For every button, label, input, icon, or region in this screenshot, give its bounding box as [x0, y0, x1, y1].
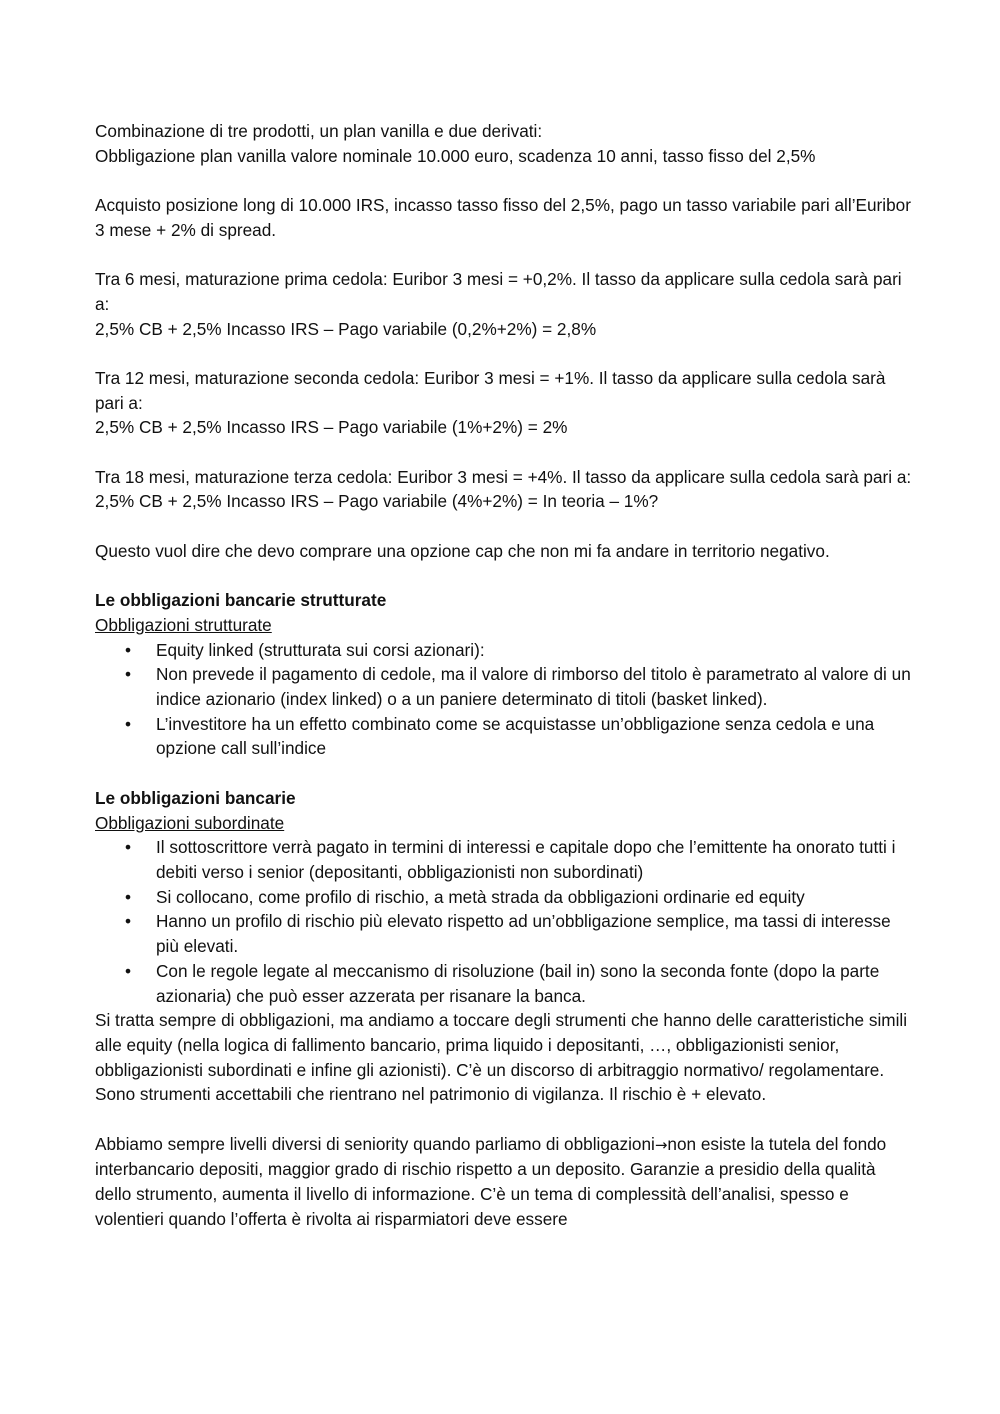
irs-paragraph: Acquisto posizione long di 10.000 IRS, incasso tasso fisso del 2,5%, pago un tasso variabile pari all’Euribor 3 mese + 2% di spread. — [95, 195, 911, 240]
bullet-icon: • — [125, 911, 132, 932]
scenario-3-text: Tra 18 mesi, maturazione terza cedola: Euribor 3 mesi = +4%. Il tasso da applicare sulla cedola sarà pari a: — [95, 466, 912, 487]
bullet-text: Il sottoscrittore verrà pagato in termini di interessi e capitale dopo che l’emittente ha onorato tutti i debiti verso i senior (depositanti, obbligazionisti non subordinati) — [156, 837, 896, 882]
section-2-bullet-list — [95, 835, 915, 1008]
bullet-text: L’investitore ha un effetto combinato come se acquistasse un’obbligazione senza cedola e una opzione call sull’indice — [156, 713, 875, 759]
scenario-2-text: Tra 12 mesi, maturazione seconda cedola: Euribor 3 mesi = +1%. Il tasso da applicare sulla cedola sarà pari a: — [95, 367, 886, 413]
bullet-icon: • — [125, 713, 132, 734]
bullet-item — [95, 712, 915, 761]
scenario-2-formula: 2,5% CB + 2,5% Incasso IRS – Pago variabile (1%+2%) = 2% — [95, 417, 568, 438]
bullet-item — [95, 662, 915, 711]
bullet-text: Non prevede il pagamento di cedole, ma il valore di rimborso del titolo è parametrato al valore di un indice azionario (index linked) o a un paniere determinato di titoli (basket linked). — [156, 664, 911, 710]
bullet-text: Hanno un profilo di rischio più elevato rispetto ad un’obbligazione semplice, ma tassi di interesse più elevati. — [156, 911, 891, 957]
section-1-subheading: Obbligazioni strutturate — [95, 614, 272, 635]
closing-paragraph — [95, 1132, 915, 1232]
bullet-text: Equity linked (strutturata sui corsi azionari): — [156, 639, 485, 660]
section-2-subheading: Obbligazioni subordinate — [95, 812, 285, 833]
bullet-item — [95, 835, 915, 884]
closing-text-start: Abbiamo sempre livelli diversi di seniority quando parliamo di obbligazioni — [95, 1133, 655, 1154]
bullet-item — [95, 638, 915, 663]
cap-note: Questo vuol dire che devo comprare una opzione cap che non mi fa andare in territorio negativo. — [95, 540, 830, 561]
section-1-heading: Le obbligazioni bancarie strutturate — [95, 590, 387, 611]
bullet-text: Con le regole legate al meccanismo di risoluzione (bail in) sono la seconda fonte (dopo la parte azionaria) che può esser azzerata per risanare la banca. — [156, 960, 880, 1006]
intro-line-1: Combinazione di tre prodotti, un plan vanilla e due derivati: — [95, 121, 543, 141]
bullet-icon: • — [125, 664, 132, 685]
bullet-icon: • — [125, 639, 132, 660]
section-2-heading: Le obbligazioni bancarie — [95, 787, 296, 808]
bullet-text: Si collocano, come profilo di rischio, a metà strada da obbligazioni ordinarie ed equity — [156, 886, 805, 907]
bullet-item — [95, 885, 915, 910]
right-arrow-icon: → — [654, 1135, 668, 1154]
document-page — [95, 119, 915, 1232]
closing-text-end: non esiste la tutela del fondo interbancario depositi, maggior grado di rischio rispetto a un deposito. Garanzie a presidio della qualità dello strumento, aumenta il livello di informazione. C’è un tema di complessità dell’analisi, spesso e volentieri quando l’offerta è rivolta ai risparmiatori deve essere — [95, 1133, 887, 1229]
bullet-item — [95, 909, 915, 958]
scenario-1-text: Tra 6 mesi, maturazione prima cedola: Euribor 3 mesi = +0,2%. Il tasso da applicare sulla cedola sarà pari a: — [95, 269, 902, 314]
bullet-icon: • — [125, 886, 132, 907]
bullet-icon: • — [125, 960, 132, 981]
scenario-1-formula: 2,5% CB + 2,5% Incasso IRS – Pago variabile (0,2%+2%) = 2,8% — [95, 318, 597, 339]
section-1-bullet-list — [95, 638, 915, 762]
bullet-icon: • — [125, 837, 132, 858]
intro-line-2: Obbligazione plan vanilla valore nominale 10.000 euro, scadenza 10 anni, tasso fisso del 2,5% — [95, 145, 816, 166]
scenario-3-formula: 2,5% CB + 2,5% Incasso IRS – Pago variabile (4%+2%) = In teoria – 1%? — [95, 491, 659, 512]
bullet-item — [95, 959, 915, 1008]
section-2-paragraph: Si tratta sempre di obbligazioni, ma andiamo a toccare degli strumenti che hanno delle caratteristiche simili alle equity (nella logica di fallimento bancario, prima liquido i depositanti, …, obbligazionisti senior, obbligazionisti subordinati e infine gli azionisti). C’è un discorso di arbitraggio normativo/ regolamentare. Sono strumenti accettabili che rientrano nel patrimonio di vigilanza. Il rischio è + elevato. — [95, 1010, 908, 1105]
